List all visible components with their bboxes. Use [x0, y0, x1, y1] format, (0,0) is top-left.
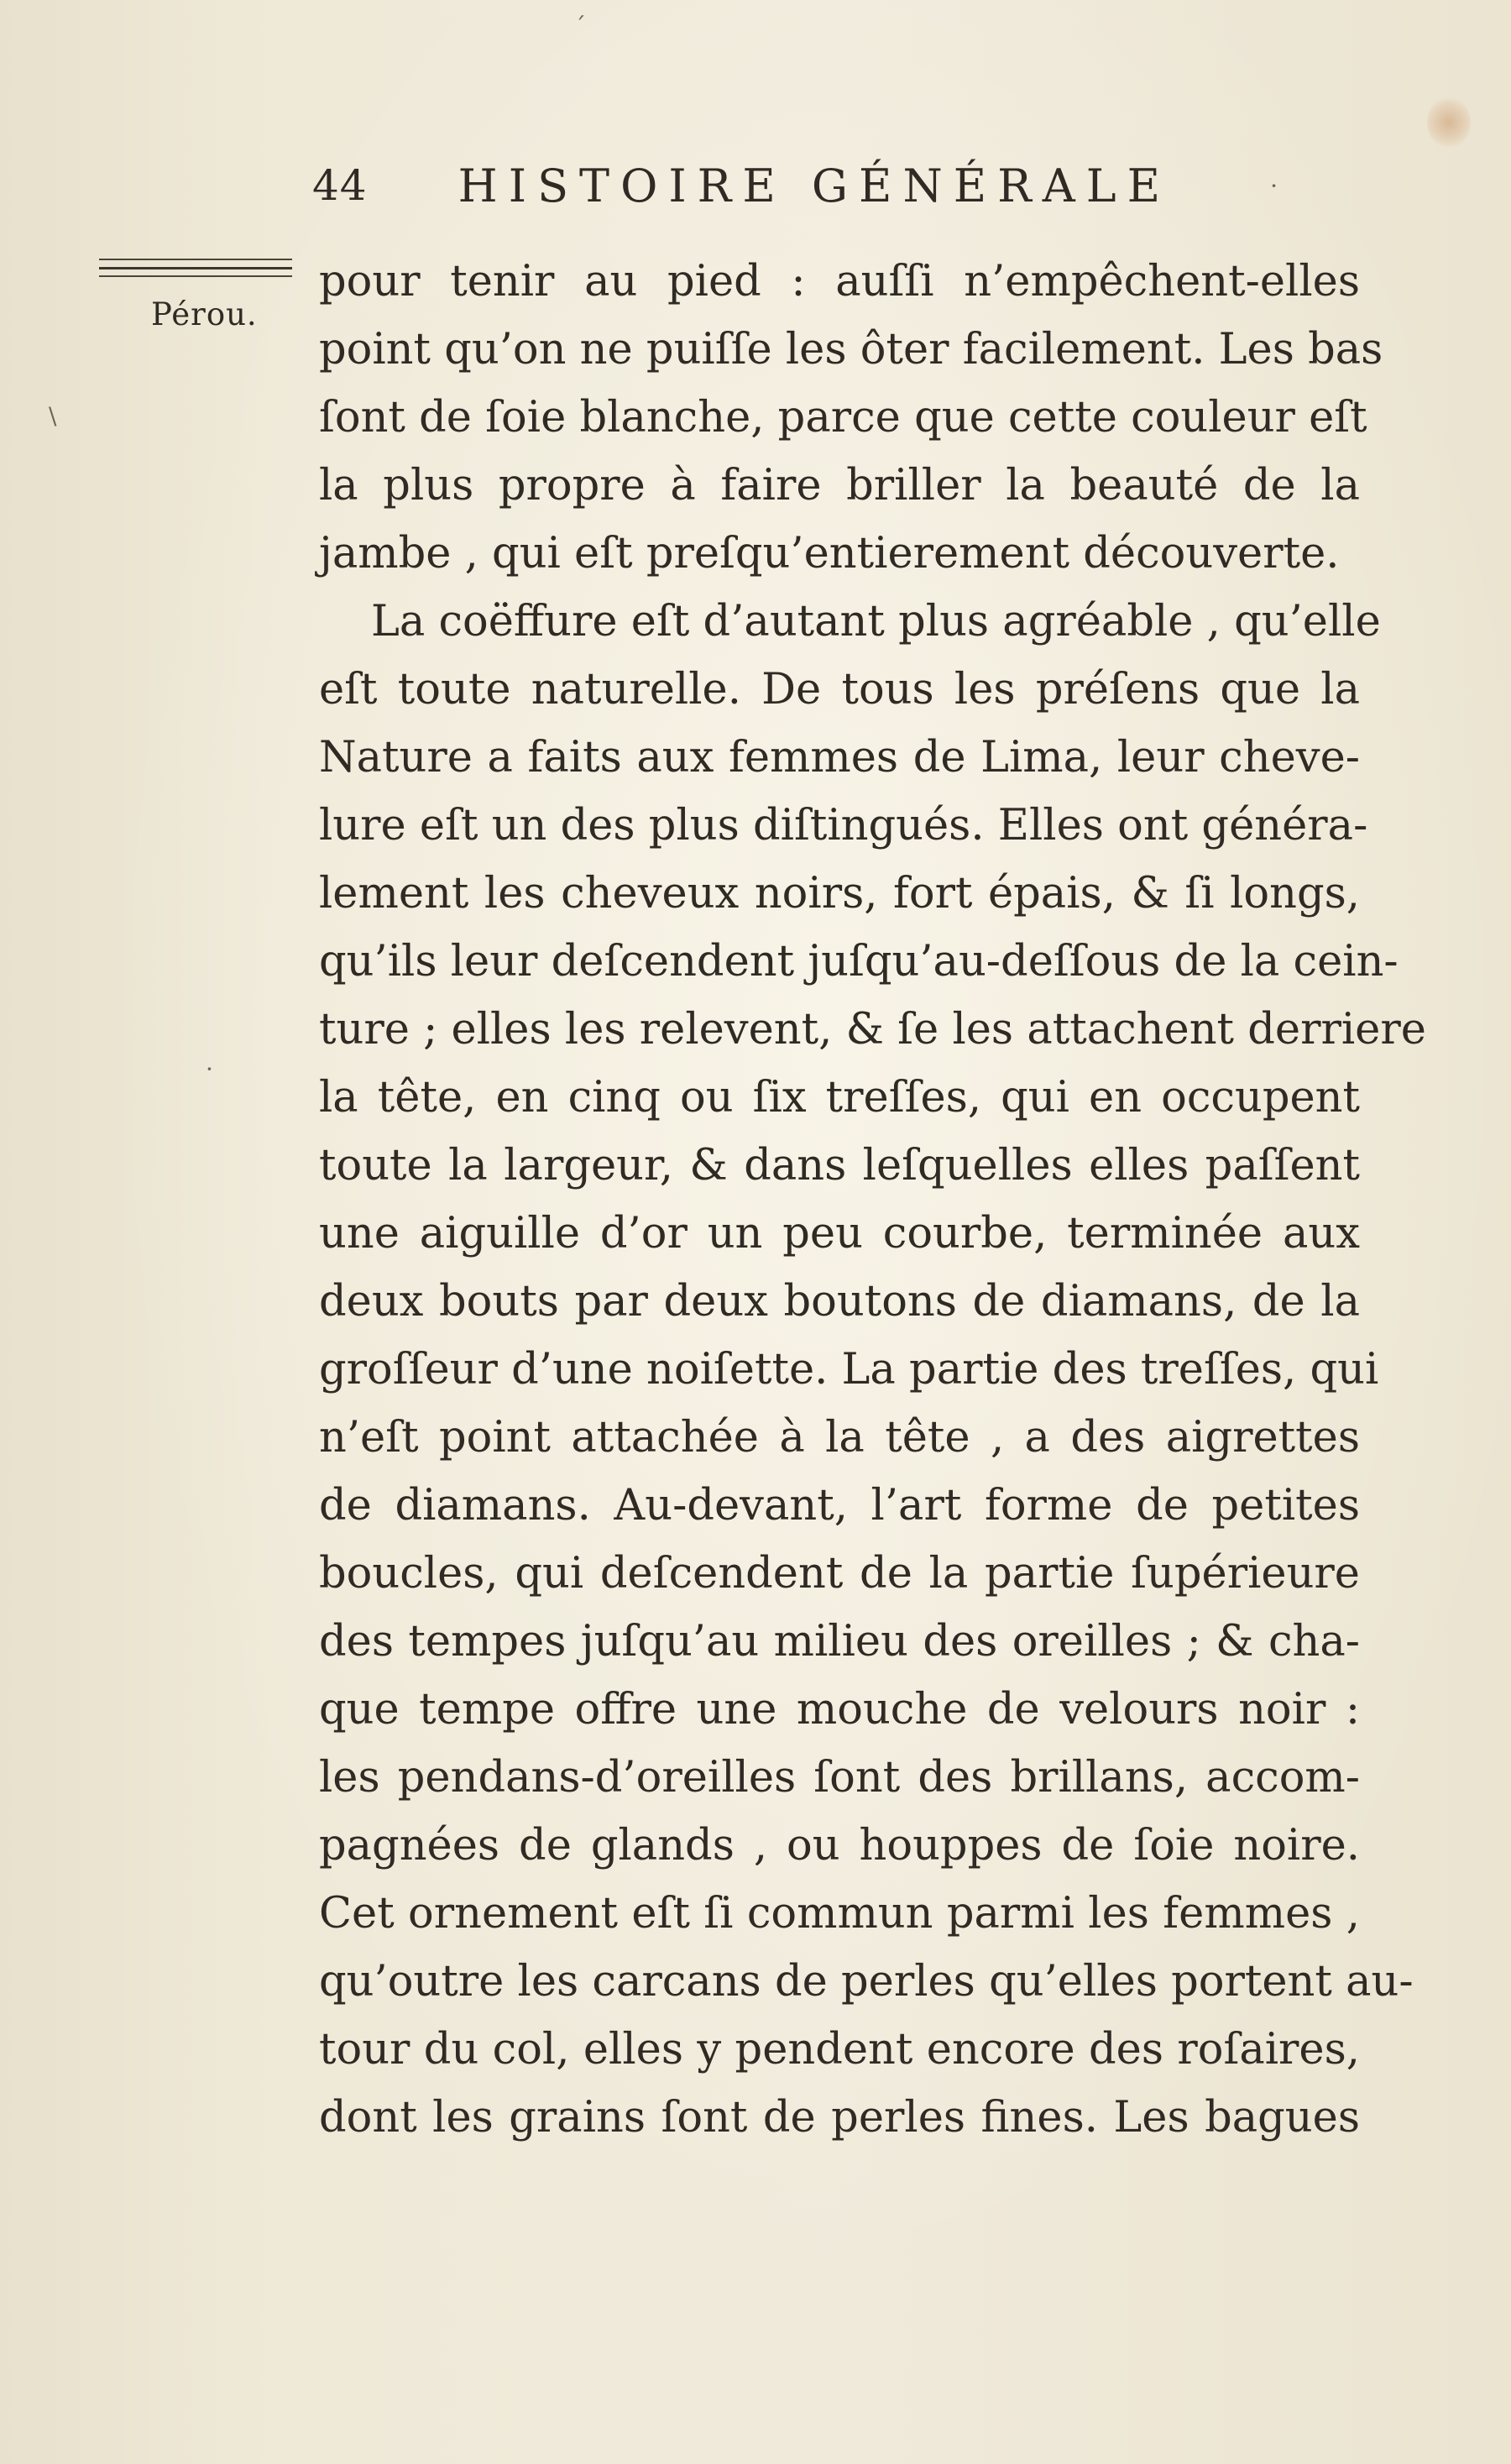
margin-note: Pérou. — [151, 296, 258, 332]
header-ornament-dot: · — [1270, 171, 1286, 200]
text-line: dont les grains ſont de perles fines. Les bagues — [319, 2093, 1360, 2142]
text-line: groſſeur d’une noiſette. La partie des treſſes, qui — [319, 1345, 1379, 1394]
text-line: les pendans-d’oreilles ſont des brillans, accom- — [319, 1753, 1360, 1802]
text-line: Cet ornement eſt ſi commun parmi les femmes , — [319, 1889, 1360, 1938]
text-line: ſont de ſoie blanche, parce que cette couleur eſt — [319, 393, 1367, 442]
text-line: Nature a faits aux femmes de Lima, leur cheve- — [319, 733, 1360, 782]
text-line: pour tenir au pied : auſſi n’empêchent-elles — [319, 257, 1360, 306]
text-line: toute la largeur, & dans leſquelles elles paſſent — [319, 1141, 1360, 1190]
ink-speck: ´ — [574, 13, 586, 40]
text-line: lement les cheveux noirs, fort épais, & ſi longs, — [319, 869, 1360, 918]
text-line: boucles, qui deſcendent de la partie ſupérieure — [319, 1549, 1360, 1598]
ink-speck: · — [206, 1055, 213, 1083]
text-line: n’eſt point attachée à la tête , a des aigrettes — [319, 1413, 1360, 1462]
main-text — [319, 248, 1426, 2152]
text-line: la plus propre à faire briller la beauté de la — [319, 461, 1360, 510]
paper-stain — [1427, 97, 1471, 149]
text-line: pagnées de glands , ou houppes de ſoie noire. — [319, 1821, 1360, 1870]
text-line: tour du col, elles y pendent encore des roſaires, — [319, 2025, 1360, 2074]
text-line: qu’outre les carcans de perles qu’elles portent au- — [319, 1957, 1414, 2006]
margin-rule — [99, 267, 292, 269]
text-line: eſt toute naturelle. De tous les préſens que la — [319, 665, 1360, 714]
text-line: que tempe offre une mouche de velours noir : — [319, 1685, 1360, 1734]
text-line: la tête, en cinq ou ſix treſſes, qui en occupent — [319, 1073, 1360, 1122]
text-line: une aiguille d’or un peu courbe, terminée aux — [319, 1209, 1360, 1258]
text-line: de diamans. Au-devant, l’art forme de petites — [319, 1481, 1360, 1530]
text-line: point qu’on ne puiſſe les ôter facilement. Les bas — [319, 325, 1383, 374]
text-line: lure eſt un des plus diſtingués. Elles ont généra- — [319, 801, 1368, 850]
text-line: ture ; elles les relevent, & ſe les attachent derriere — [319, 1005, 1426, 1054]
text-line: qu’ils leur deſcendent juſqu’au-deſſous de la cein- — [319, 937, 1399, 986]
text-line: jambe , qui eſt preſqu’entierement découverte. — [319, 529, 1340, 578]
text-line: des tempes juſqu’au milieu des oreilles ; & cha- — [319, 1617, 1360, 1666]
text-line: deux bouts par deux boutons de diamans, de la — [319, 1277, 1360, 1326]
text-line: La coëffure eſt d’autant plus agréable , qu’elle — [371, 597, 1381, 646]
page-header — [312, 156, 1286, 215]
ink-speck: \ — [49, 402, 57, 430]
running-title: HISTOIRE GÉNÉRALE — [457, 159, 1172, 212]
page-number: 44 — [312, 161, 368, 210]
